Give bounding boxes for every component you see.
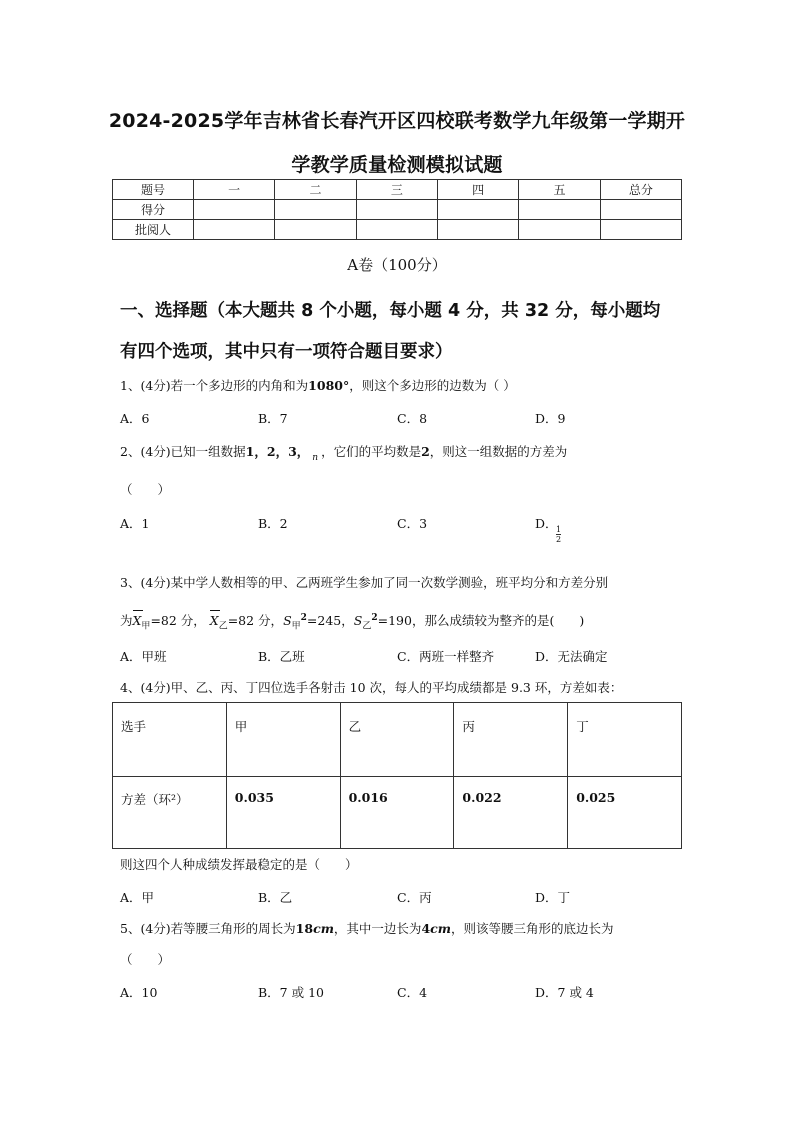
question-5-side: 4 <box>421 921 431 936</box>
question-2-text <box>120 442 567 463</box>
score-header-cell: 二 <box>275 180 356 200</box>
question-2-mean: 2 <box>421 444 430 459</box>
question-2-data: 1，2，3， <box>245 444 310 459</box>
score-header-cell: 五 <box>519 180 600 200</box>
score-header-cell: 总分 <box>600 180 681 200</box>
question-5-mid: ，其中一边长为 <box>333 921 422 936</box>
score-cell <box>194 220 275 240</box>
score-cell <box>600 200 681 220</box>
question-5-paren: （ ） <box>120 952 171 967</box>
question-2-mid: ，它们的平均数是 <box>321 444 422 459</box>
score-header-cell: 一 <box>194 180 275 200</box>
section-heading-line-2: 有四个选项，其中只有一项符合题目要求） <box>120 342 453 362</box>
mean-jia-subscript: 甲 <box>141 621 151 632</box>
exam-title-line-1: 2024-2025学年吉林省长春汽开区四校联考数学九年级第一学期开 <box>108 110 686 132</box>
question-1-suffix: ，则这个多边形的边数为（ ） <box>349 378 516 393</box>
score-cell <box>437 220 518 240</box>
score-header-cell: 题号 <box>113 180 194 200</box>
question-4-option-a: A．甲 <box>120 890 155 905</box>
question-5-suffix: ，则该等腰三角形的底边长为 <box>450 921 614 936</box>
question-4-option-d: D．丁 <box>535 890 571 905</box>
variance-value-cell: 0.035 <box>226 777 340 849</box>
mean-jia-x: X <box>132 613 142 628</box>
score-table-row <box>113 220 682 240</box>
question-3-option-d: D．无法确定 <box>535 649 608 664</box>
question-4-after-text: 则这四个人种成绩发挥最稳定的是（ ） <box>120 857 358 872</box>
score-table-row <box>113 200 682 220</box>
variance-header-cell: 丙 <box>454 703 568 777</box>
variance-value-cell: 0.022 <box>454 777 568 849</box>
question-4-option-b: B．乙 <box>258 890 293 905</box>
score-table-header-row <box>113 180 682 200</box>
variance-header-cell: 丁 <box>568 703 682 777</box>
mean-jia-symbol <box>133 613 142 628</box>
score-cell <box>275 200 356 220</box>
question-5-unit: cm <box>313 921 334 936</box>
question-5-option-b: B．7 或 10 <box>258 985 324 1000</box>
score-cell <box>519 200 600 220</box>
variance-header-cell: 选手 <box>113 703 227 777</box>
score-cell <box>275 220 356 240</box>
question-2-option-a: A．1 <box>120 516 150 531</box>
question-1-prefix: 1、(4分)若一个多边形的内角和为 <box>120 378 309 393</box>
question-3-suffix: =190，那么成绩较为整齐的是( ) <box>377 613 585 628</box>
question-1-angle: 1080° <box>308 378 350 393</box>
variance-jia-square: 2 <box>300 612 307 623</box>
question-3-option-a: A．甲班 <box>120 649 167 664</box>
question-5-unit-2: cm <box>430 921 451 936</box>
score-cell <box>356 220 437 240</box>
question-1-option-b: B．7 <box>258 411 288 426</box>
variance-jia-subscript: 甲 <box>291 621 301 632</box>
question-1-option-a: A．6 <box>120 411 150 426</box>
question-3-option-c: C．两班一样整齐 <box>397 649 495 664</box>
variance-table-row <box>113 777 682 849</box>
score-row-label: 批阅人 <box>113 220 194 240</box>
question-2-prefix: 2、(4分)已知一组数据 <box>120 444 246 459</box>
variance-value-cell: 0.016 <box>340 777 454 849</box>
question-5-option-c: C．4 <box>397 985 428 1000</box>
variance-jia-s: S <box>283 613 292 628</box>
question-2-option-b: B．2 <box>258 516 288 531</box>
question-3-jia-mean: =82 分， <box>150 613 206 628</box>
question-3-line-2 <box>120 611 584 632</box>
question-5-perimeter: 18 <box>295 921 314 936</box>
question-3-jia-variance: =245， <box>306 613 354 628</box>
question-2-var: n <box>312 453 319 463</box>
exam-title-line-2: 学教学质量检测模拟试题 <box>291 154 503 176</box>
variance-yi-square: 2 <box>371 612 378 623</box>
score-row-label: 得分 <box>113 200 194 220</box>
mean-yi-subscript: 乙 <box>218 621 228 632</box>
question-2-suffix: ，则这一组数据的方差为 <box>429 444 568 459</box>
fraction-numerator: 1 <box>556 525 562 534</box>
score-cell <box>437 200 518 220</box>
mean-yi-symbol <box>210 613 219 628</box>
question-5-prefix: 5、(4分)若等腰三角形的周长为 <box>120 921 296 936</box>
question-3-option-b: B．乙班 <box>258 649 305 664</box>
question-3-line-1: 3、(4分)某中学人数相等的甲、乙两班学生参加了同一次数学测验，班平均分和方差分别 <box>120 575 609 590</box>
fraction-denominator: 2 <box>556 535 562 544</box>
variance-yi-s: S <box>353 613 363 628</box>
question-1-option-c: C．8 <box>397 411 428 426</box>
variance-table-header-row <box>113 703 682 777</box>
score-cell <box>519 220 600 240</box>
question-2-option-d: D． <box>535 516 558 531</box>
question-5-option-a: A．10 <box>120 985 158 1000</box>
mean-yi-x: X <box>209 613 219 628</box>
score-table <box>112 179 682 240</box>
question-2-paren: （ ） <box>120 482 171 497</box>
variance-yi-subscript: 乙 <box>362 621 372 632</box>
variance-header-cell: 甲 <box>226 703 340 777</box>
variance-row-label: 方差（环²） <box>113 777 227 849</box>
question-5-text <box>120 919 614 937</box>
score-header-cell: 四 <box>437 180 518 200</box>
score-cell <box>194 200 275 220</box>
score-cell <box>356 200 437 220</box>
question-3-prefix: 为 <box>120 613 133 628</box>
question-4-option-c: C．丙 <box>397 890 432 905</box>
paper-a-subtitle: A卷（100分） <box>347 256 447 274</box>
question-4-text: 4、(4分)甲、乙、丙、丁四位选手各射击 10 次，每人的平均成绩都是 9.3 环，方差如表： <box>120 680 623 695</box>
question-2-option-c: C．3 <box>397 516 428 531</box>
section-heading-line-1: 一、选择题（本大题共 8 个小题，每小题 4 分，共 32 分，每小题均 <box>120 301 661 321</box>
variance-header-cell: 乙 <box>340 703 454 777</box>
question-1-option-d: D．9 <box>535 411 566 426</box>
score-cell <box>600 220 681 240</box>
question-2-fraction <box>556 525 561 544</box>
variance-value-cell: 0.025 <box>568 777 682 849</box>
score-header-cell: 三 <box>356 180 437 200</box>
question-3-yi-mean: =82 分， <box>227 613 284 628</box>
question-5-option-d: D．7 或 4 <box>535 985 594 1000</box>
variance-table <box>112 702 682 849</box>
question-1-text <box>120 376 516 394</box>
